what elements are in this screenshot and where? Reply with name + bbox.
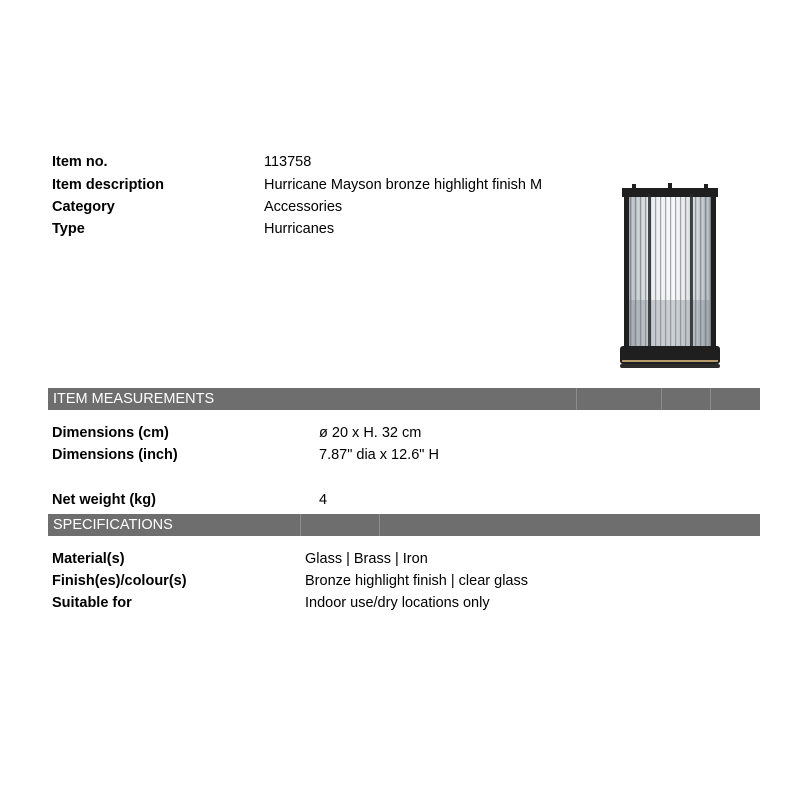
- category-value: Accessories: [264, 199, 343, 215]
- finish-value: Bronze highlight finish | clear glass: [305, 573, 528, 589]
- type-value: Hurricanes: [264, 221, 335, 237]
- column-divider: [379, 514, 380, 536]
- item-measurements-title: ITEM MEASUREMENTS: [53, 391, 215, 407]
- column-divider: [710, 388, 711, 410]
- dimensions-inch-value: 7.87" dia x 12.6" H: [319, 447, 439, 463]
- dimensions-cm-value: ø 20 x H. 32 cm: [319, 425, 422, 441]
- column-divider: [661, 388, 662, 410]
- column-divider: [576, 388, 577, 410]
- type-label: Type: [52, 221, 85, 237]
- item-no-value: 113758: [264, 154, 312, 170]
- dimensions-inch-label: Dimensions (inch): [52, 447, 178, 463]
- suitable-for-label: Suitable for: [52, 595, 132, 611]
- column-divider: [300, 514, 301, 536]
- item-no-label: Item no.: [52, 154, 108, 170]
- dimensions-cm-label: Dimensions (cm): [52, 425, 169, 441]
- item-measurements-header: [48, 388, 760, 410]
- category-label: Category: [52, 199, 115, 215]
- suitable-for-value: Indoor use/dry locations only: [305, 595, 490, 611]
- item-description-label: Item description: [52, 177, 164, 193]
- item-description-value: Hurricane Mayson bronze highlight finish M: [264, 177, 543, 193]
- net-weight-value: 4: [319, 492, 328, 508]
- material-value: Glass | Brass | Iron: [305, 551, 428, 567]
- finish-label: Finish(es)/colour(s): [52, 573, 187, 589]
- material-label: Material(s): [52, 551, 125, 567]
- specifications-title: SPECIFICATIONS: [53, 517, 173, 533]
- hurricane-lantern-photo: [610, 180, 730, 372]
- net-weight-label: Net weight (kg): [52, 492, 156, 508]
- specifications-header: [48, 514, 760, 536]
